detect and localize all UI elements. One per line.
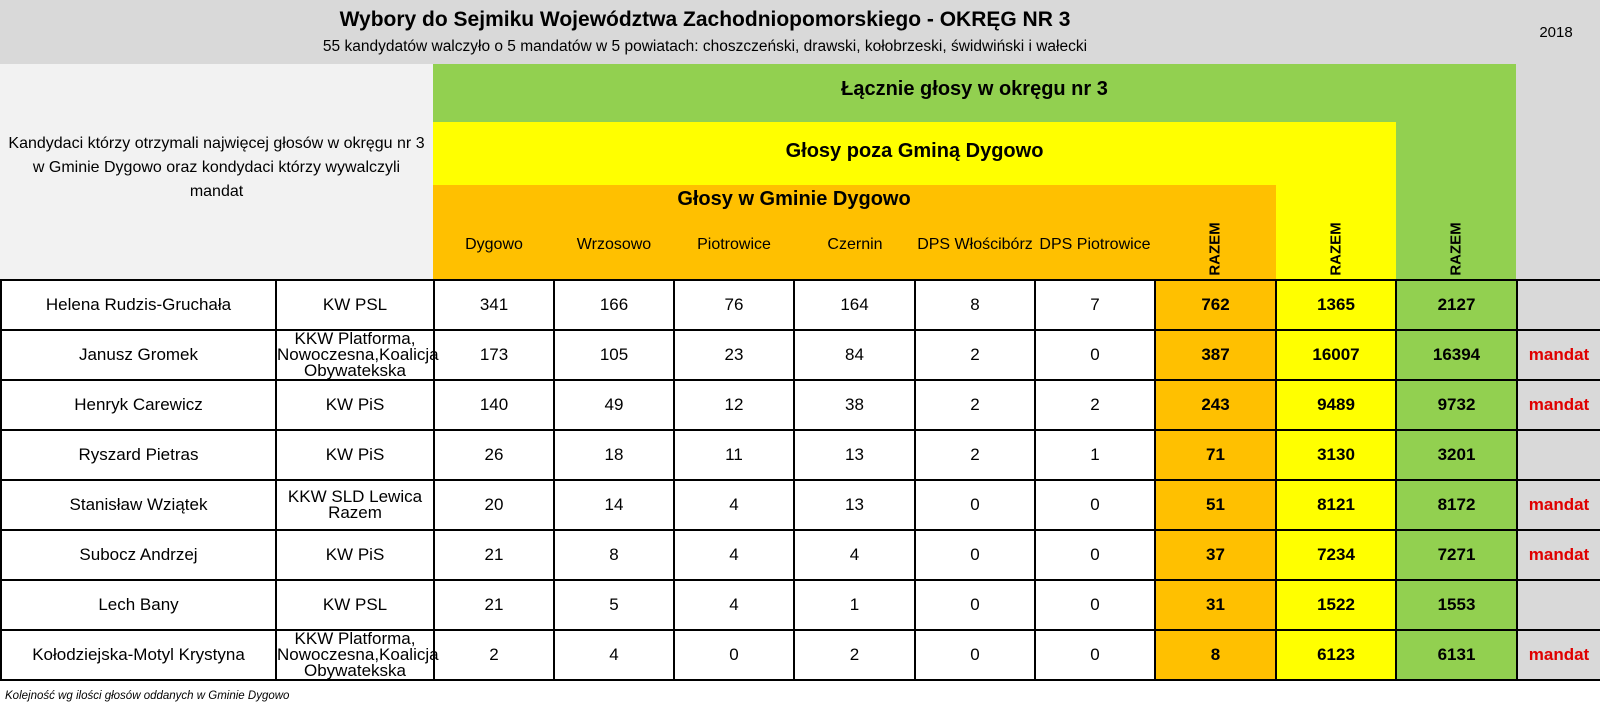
candidate-committee: KW PSL	[276, 280, 434, 330]
candidates-header: Kandydaci którzy otrzymali najwięcej głosów w okręgu nr 3 w Gminie Dygowo oraz kondydaci którzy wywalczyli mandat	[0, 64, 433, 279]
razem-outside-cell: 1522	[1276, 580, 1396, 630]
razem-gmina-cell: 387	[1155, 330, 1276, 380]
razem-gmina-cell: 37	[1155, 530, 1276, 580]
table-row	[1, 530, 1600, 580]
table-row	[1, 280, 1600, 330]
column-dps-wlosciborz: DPS Włościbórz	[917, 236, 1033, 253]
razem-gmina-cell: 762	[1155, 280, 1276, 330]
razem-outside-cell: 3130	[1276, 430, 1396, 480]
column-dps-piotrowice: DPS Piotrowice	[1039, 236, 1151, 253]
candidate-committee: KW PSL	[276, 580, 434, 630]
vote-cell: 2	[915, 380, 1035, 430]
razem-total-cell: 1553	[1396, 580, 1517, 630]
vote-cell: 76	[674, 280, 794, 330]
razem-total-header: RAZEM	[1447, 222, 1465, 276]
vote-cell: 2	[434, 630, 554, 680]
vote-cell: 26	[434, 430, 554, 480]
vote-cell: 0	[915, 630, 1035, 680]
candidate-committee: KW PiS	[276, 380, 434, 430]
mandat-badge	[1517, 430, 1600, 480]
vote-cell: 11	[674, 430, 794, 480]
vote-cell: 140	[434, 380, 554, 430]
vote-cell: 166	[554, 280, 674, 330]
candidate-name: Helena Rudzis-Gruchała	[1, 280, 276, 330]
vote-cell: 0	[915, 580, 1035, 630]
year-label: 2018	[1539, 24, 1573, 41]
vote-cell: 164	[794, 280, 915, 330]
vote-cell: 2	[794, 630, 915, 680]
page-subtitle: 55 kandydatów walczyło o 5 mandatów w 5 powiatach: choszczeński, drawski, kołobrzeski, świdwiński i wałecki	[322, 38, 1088, 55]
razem-gmina-cell: 8	[1155, 630, 1276, 680]
vote-cell: 21	[434, 530, 554, 580]
column-wrzosowo: Wrzosowo	[576, 236, 652, 253]
candidate-name: Lech Bany	[1, 580, 276, 630]
vote-cell: 20	[434, 480, 554, 530]
vote-cell: 105	[554, 330, 674, 380]
razem-outside-cell: 16007	[1276, 330, 1396, 380]
table-row	[1, 380, 1600, 430]
vote-cell: 0	[915, 530, 1035, 580]
razem-gmina-header: RAZEM	[1206, 222, 1224, 276]
candidate-name: Ryszard Pietras	[1, 430, 276, 480]
results-table	[0, 279, 1600, 681]
vote-cell: 12	[674, 380, 794, 430]
footnote: Kolejność wg ilości głosów oddanych w Gminie Dygowo	[5, 690, 290, 702]
razem-total-cell: 7271	[1396, 530, 1517, 580]
vote-cell: 14	[554, 480, 674, 530]
razem-total-cell: 6131	[1396, 630, 1517, 680]
column-piotrowice: Piotrowice	[697, 236, 771, 253]
razem-total-cell: 16394	[1396, 330, 1517, 380]
razem-outside-cell: 6123	[1276, 630, 1396, 680]
vote-cell: 13	[794, 480, 915, 530]
candidate-name: Janusz Gromek	[1, 330, 276, 380]
candidate-committee: KW PiS	[276, 430, 434, 480]
vote-cell: 173	[434, 330, 554, 380]
vote-cell: 7	[1035, 280, 1155, 330]
vote-cell: 341	[434, 280, 554, 330]
razem-gmina-cell: 31	[1155, 580, 1276, 630]
table-row	[1, 580, 1600, 630]
razem-total-cell: 2127	[1396, 280, 1517, 330]
candidate-name: Stanisław Wziątek	[1, 480, 276, 530]
vote-cell: 38	[794, 380, 915, 430]
mandat-badge	[1517, 580, 1600, 630]
mandat-badge: mandat	[1517, 530, 1600, 580]
mandat-badge: mandat	[1517, 480, 1600, 530]
razem-outside-cell: 7234	[1276, 530, 1396, 580]
vote-cell: 49	[554, 380, 674, 430]
candidate-name: Subocz Andrzej	[1, 530, 276, 580]
vote-cell: 18	[554, 430, 674, 480]
vote-cell: 4	[674, 580, 794, 630]
table-row	[1, 430, 1600, 480]
razem-gmina-cell: 51	[1155, 480, 1276, 530]
candidate-committee: KW PiS	[276, 530, 434, 580]
vote-cell: 2	[915, 430, 1035, 480]
mandat-badge: mandat	[1517, 380, 1600, 430]
column-dygowo: Dygowo	[465, 236, 523, 253]
candidate-committee: KKW SLD Lewica Razem	[276, 480, 434, 530]
vote-cell: 21	[434, 580, 554, 630]
mandat-badge	[1517, 280, 1600, 330]
vote-cell: 1	[1035, 430, 1155, 480]
table-row	[1, 630, 1600, 680]
vote-cell: 0	[1035, 530, 1155, 580]
candidate-name: Kołodziejska-Motyl Krystyna	[1, 630, 276, 680]
vote-cell: 8	[915, 280, 1035, 330]
mandat-header-cell	[1516, 64, 1600, 279]
mandat-badge: mandat	[1517, 330, 1600, 380]
vote-cell: 23	[674, 330, 794, 380]
vote-cell: 2	[1035, 380, 1155, 430]
vote-cell: 0	[1035, 480, 1155, 530]
vote-cell: 5	[554, 580, 674, 630]
inside-votes-title: Głosy w Gminie Dygowo	[677, 188, 911, 210]
vote-cell: 4	[674, 480, 794, 530]
mandat-badge: mandat	[1517, 630, 1600, 680]
vote-cell: 8	[554, 530, 674, 580]
razem-outside-cell: 9489	[1276, 380, 1396, 430]
razem-outside-header: RAZEM	[1327, 222, 1345, 276]
table-row	[1, 480, 1600, 530]
vote-cell: 0	[674, 630, 794, 680]
candidate-committee: KKW Platforma, Nowoczesna,Koalicja Obywatekska	[277, 329, 439, 380]
vote-cell: 4	[794, 530, 915, 580]
razem-gmina-cell: 243	[1155, 380, 1276, 430]
vote-cell: 4	[674, 530, 794, 580]
vote-cell: 1	[794, 580, 915, 630]
razem-total-cell: 3201	[1396, 430, 1517, 480]
razem-gmina-cell: 71	[1155, 430, 1276, 480]
vote-cell: 0	[915, 480, 1035, 530]
vote-cell: 0	[1035, 630, 1155, 680]
razem-outside-cell: 1365	[1276, 280, 1396, 330]
total-votes-title: Łącznie głosy w okręgu nr 3	[841, 78, 1108, 100]
outside-votes-title: Głosy poza Gminą Dygowo	[785, 140, 1044, 162]
vote-cell: 0	[1035, 580, 1155, 630]
vote-cell: 4	[554, 630, 674, 680]
vote-cell: 13	[794, 430, 915, 480]
razem-total-cell: 9732	[1396, 380, 1517, 430]
candidate-committee: KKW Platforma, Nowoczesna,Koalicja Obywatekska	[277, 629, 439, 680]
column-czernin: Czernin	[827, 236, 883, 253]
razem-outside-cell: 8121	[1276, 480, 1396, 530]
vote-cell: 84	[794, 330, 915, 380]
razem-total-cell: 8172	[1396, 480, 1517, 530]
candidate-name: Henryk Carewicz	[1, 380, 276, 430]
vote-cell: 0	[1035, 330, 1155, 380]
page-title: Wybory do Sejmiku Województwa Zachodniopomorskiego - OKRĘG NR 3	[339, 8, 1071, 31]
vote-cell: 2	[915, 330, 1035, 380]
table-row	[1, 330, 1600, 380]
